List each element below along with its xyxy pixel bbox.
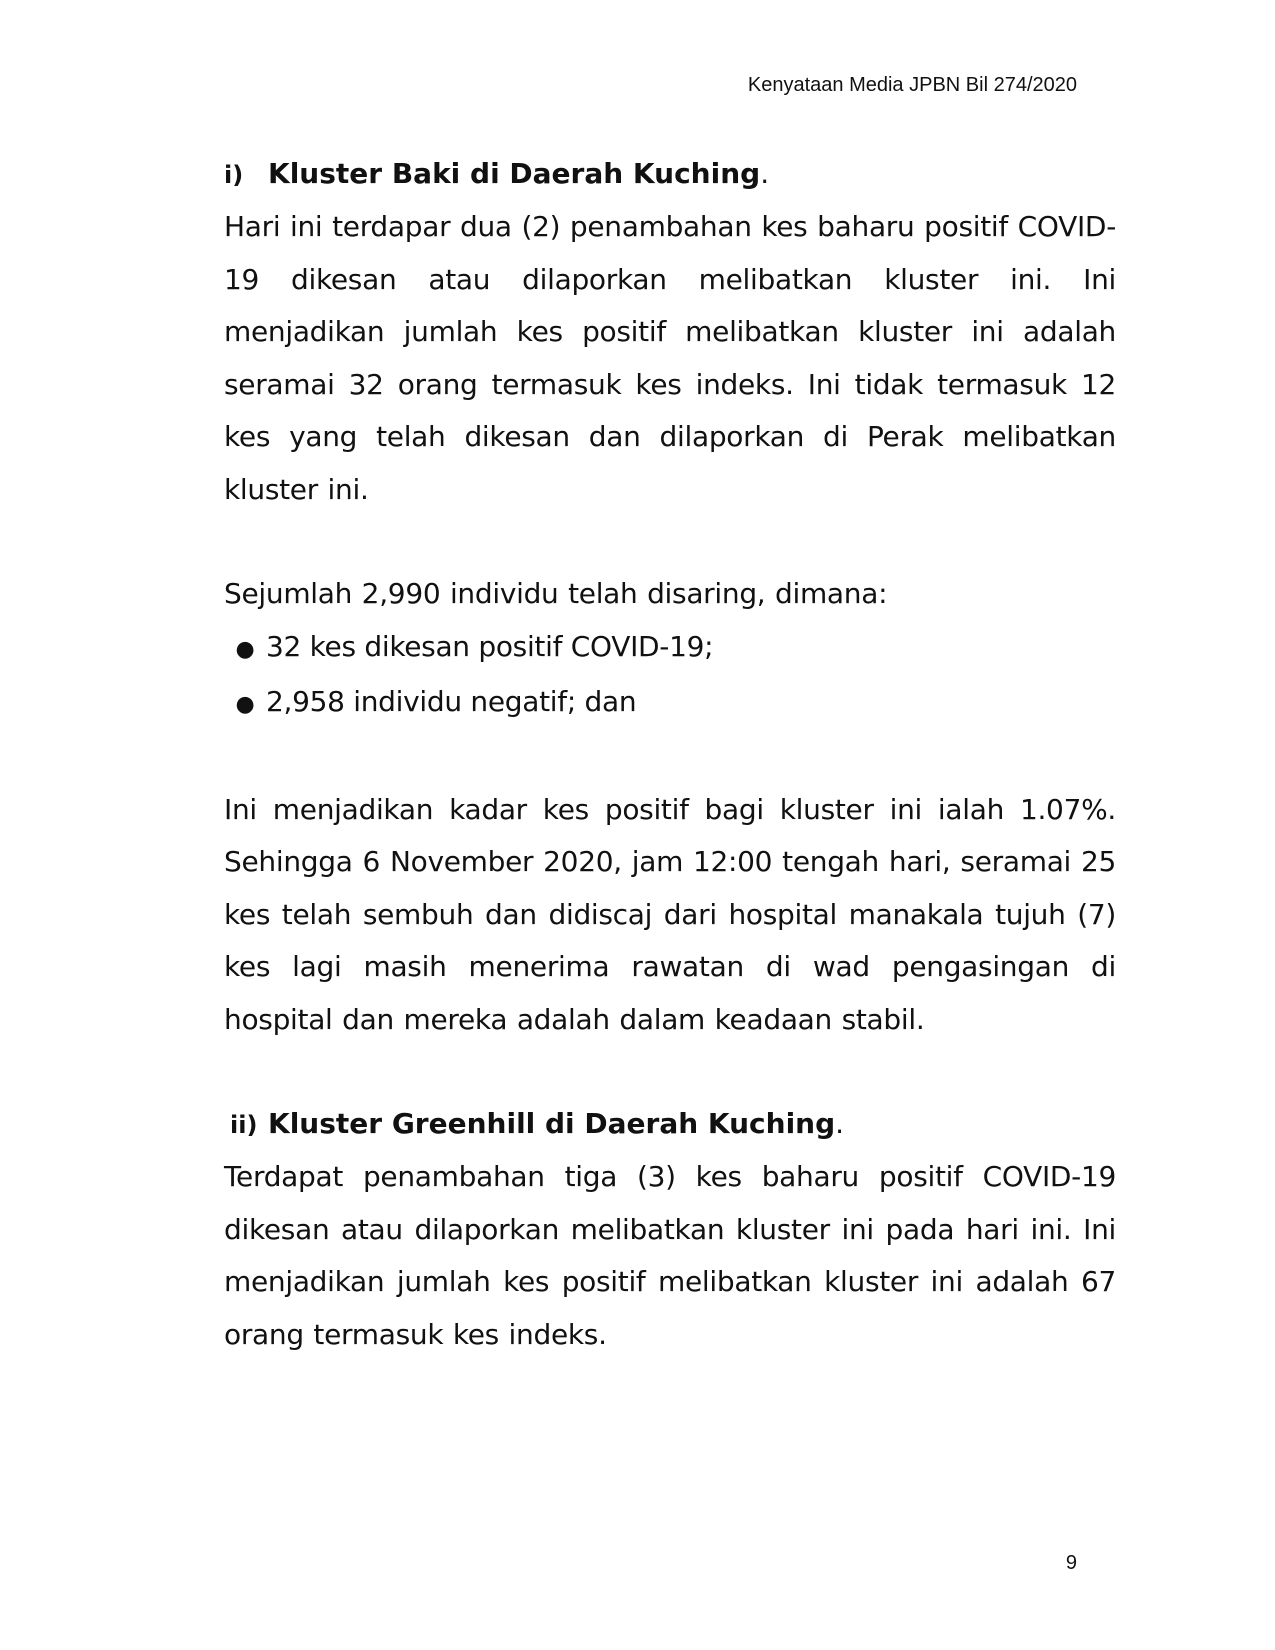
section-heading-greenhill [224,1098,1116,1151]
list-item-text: 32 kes dikesan positif COVID-19; [266,629,714,663]
section-paragraph: Terdapat penambahan tiga (3) kes baharu positif COVID-19 dikesan atau dilaporkan melibatkan kluster ini pada hari ini. Ini menjadikan jumlah kes positif melibatkan kluster ini adalah 67 orang termasuk kes indeks. [224,1160,1116,1351]
spacer [224,1046,1116,1098]
section-title: Kluster Greenhill di Daerah Kuching [268,1107,836,1140]
section-title: Kluster Baki di Daerah Kuching [268,157,761,190]
section-heading-baki [224,148,1116,201]
bullet-icon: ● [235,636,255,662]
section-number: ii) [230,1111,258,1139]
screening-intro: Sejumlah 2,990 individu telah disaring, dimana: [224,577,888,610]
document-body [224,148,1116,1361]
screening-list [224,621,1116,732]
section-title-suffix: . [760,157,770,190]
spacer [224,516,1116,568]
list-item [224,621,1116,677]
spacer [224,732,1116,784]
bullet-icon: ● [235,692,255,717]
page-number: 9 [1065,1552,1077,1574]
section-title-suffix: . [835,1107,845,1140]
list-item-text: 2,958 individu negatif; dan [266,685,637,718]
section-paragraph: Hari ini terdapar dua (2) penambahan kes baharu positif COVID-19 dikesan atau dilaporkan melibatkan kluster ini. Ini menjadikan jumlah kes positif melibatkan kluster ini adalah seramai 32 orang termasuk kes indeks. Ini tidak termasuk 12 kes yang telah dikesan dan dilaporkan di Perak melibatkan kluster ini. [224,210,1116,506]
list-item [224,676,1116,732]
section-paragraph: Ini menjadikan kadar kes positif bagi kluster ini ialah 1.07%. Sehingga 6 November 2020, jam 12:00 tengah hari, seramai 25 kes telah sembuh dan didiscaj dari hospital manakala tujuh (7) kes lagi masih menerima rawatan di wad pengasingan di hospital dan mereka adalah dalam keadaan stabil. [224,792,1116,1036]
document-reference: Kenyataan Media JPBN Bil 274/2020 [747,74,1077,96]
section-number: i) [224,161,244,189]
